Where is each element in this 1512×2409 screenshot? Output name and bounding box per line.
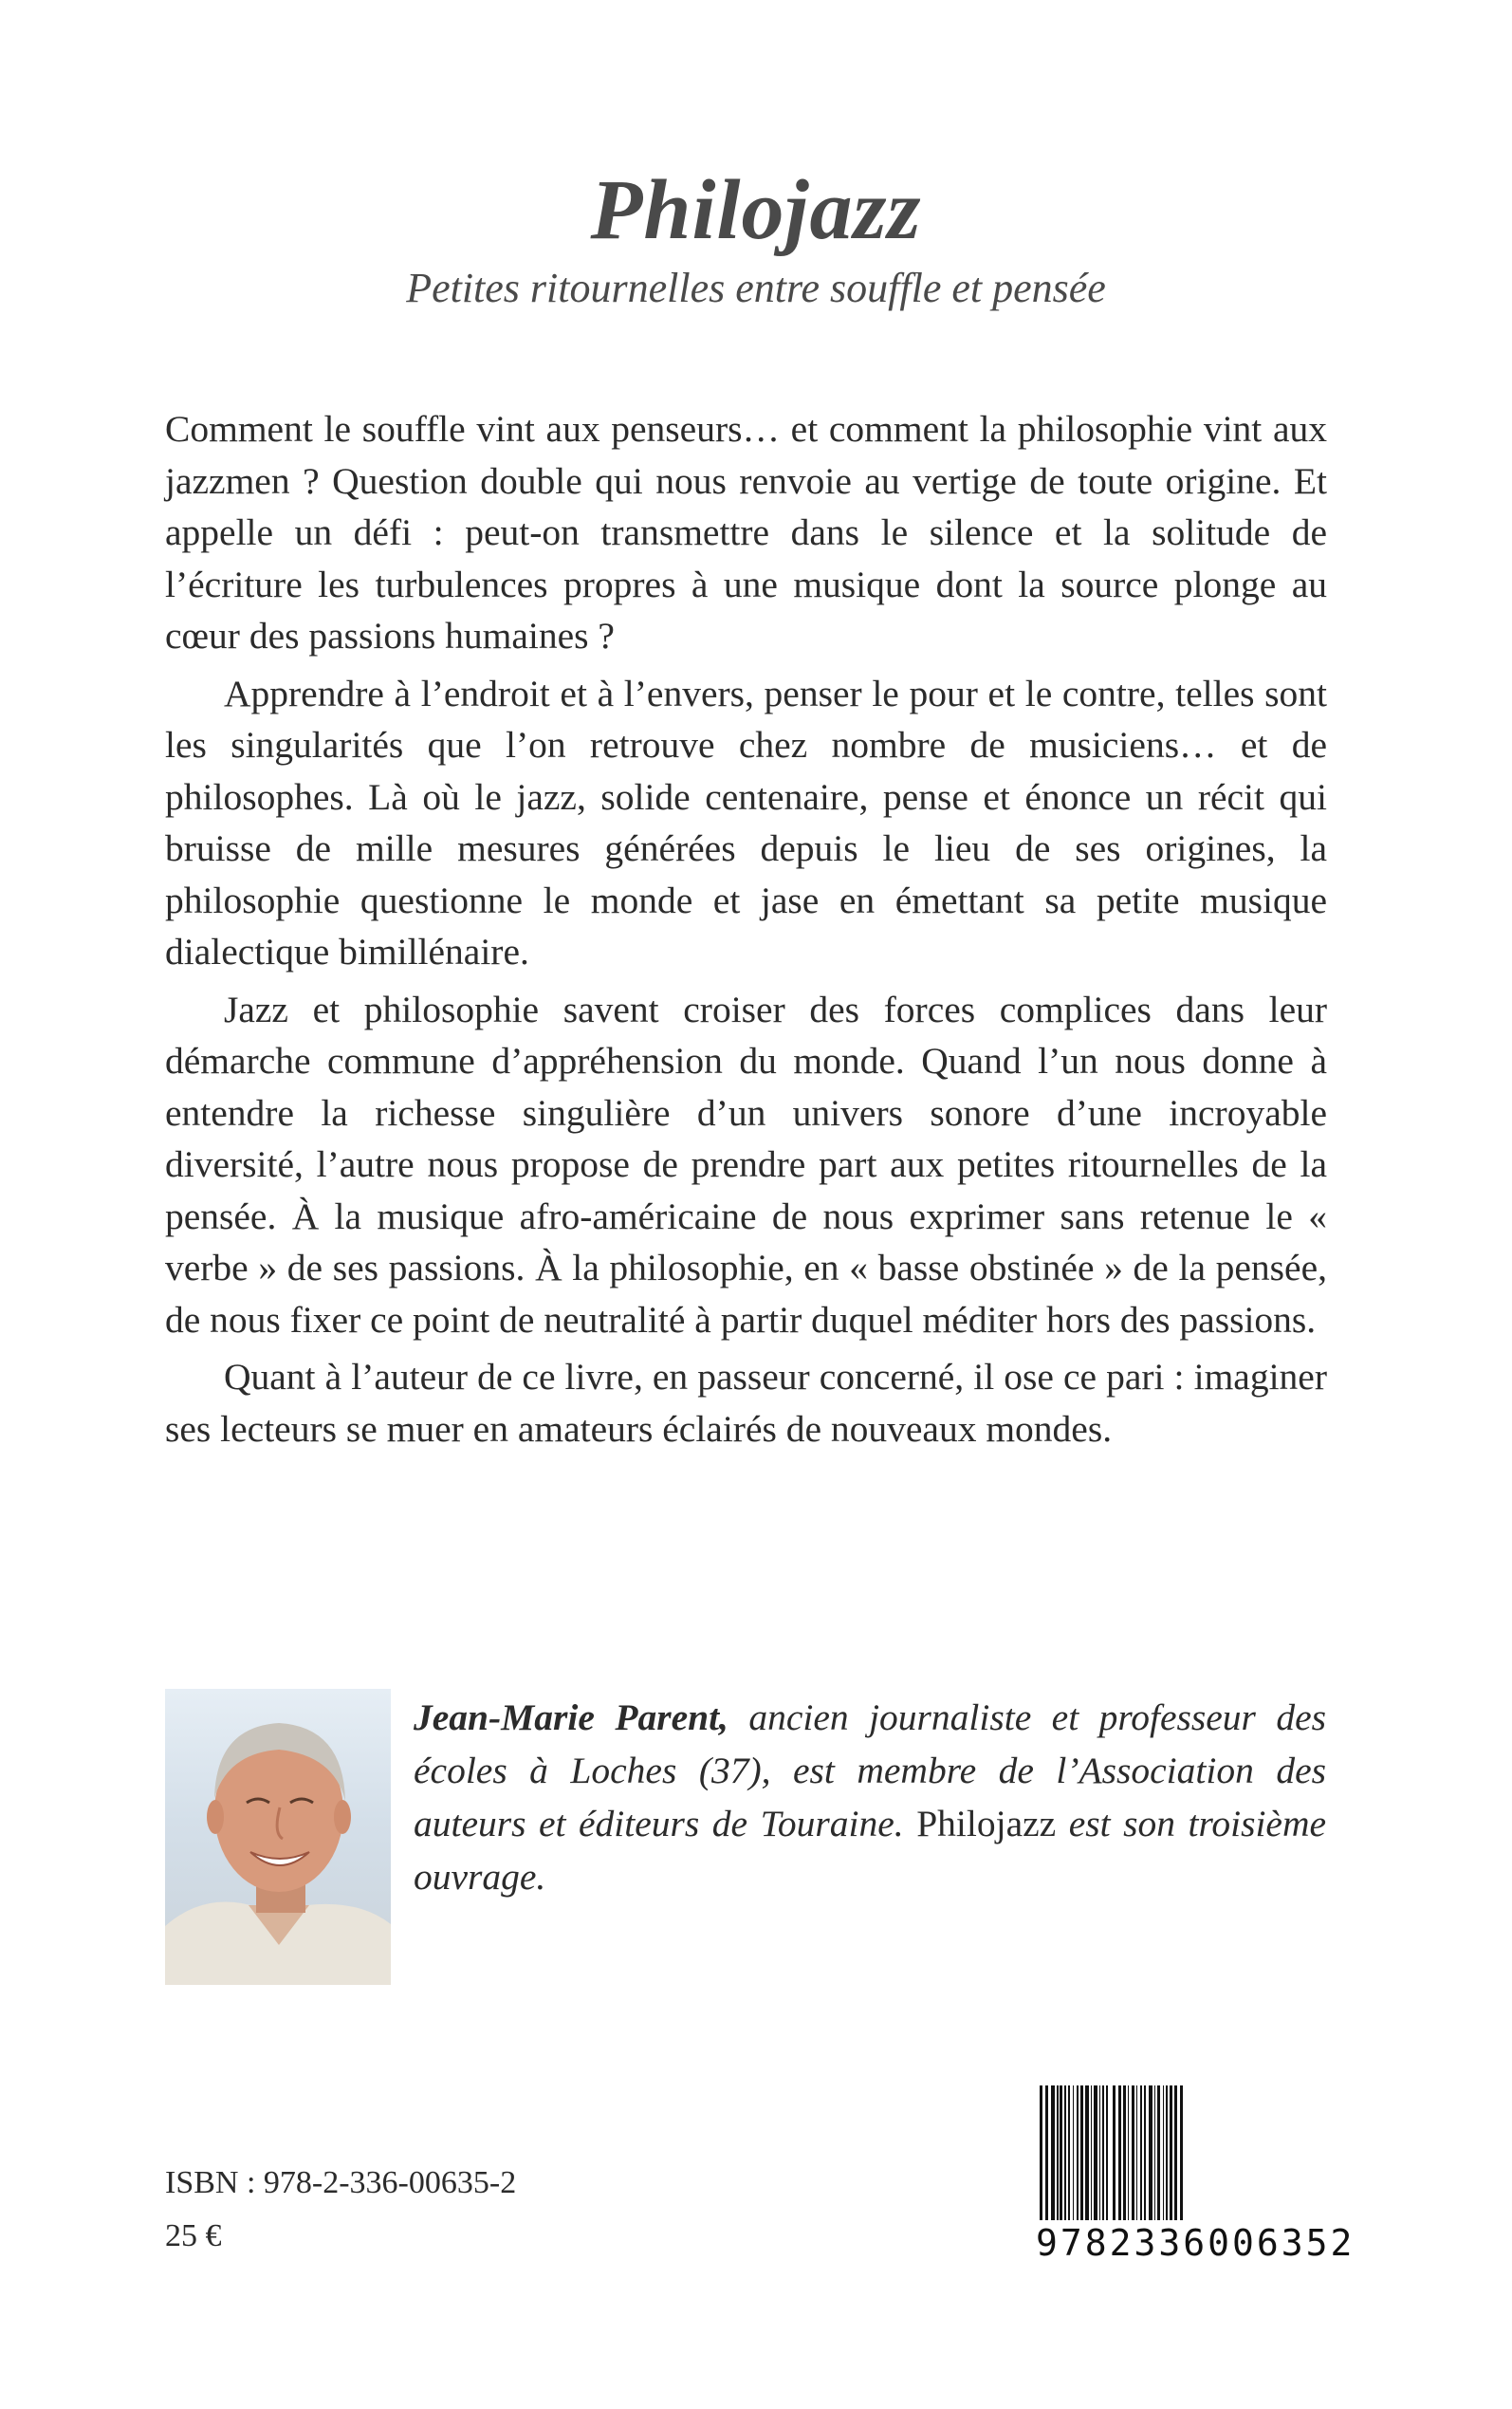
barcode-bar [1144, 2085, 1146, 2228]
barcode-bar [1136, 2085, 1137, 2228]
barcode-bar [1060, 2085, 1062, 2228]
blurb-paragraph-3: Jazz et philosophie savent croiser des forces complices dans leur démarche commune d’appréhension du monde. Quand l’un nous donne à entendre la richesse singulière d’un univers sonore d’une incroyable diversité, l’autre nous propose de prendre part aux petites ritournelles de la pensée. À la musique afro-américaine de nous exprimer sans retenue le « verbe » de ses passions. À la philosophie, en « basse obstinée » de la pensée, de nous fixer ce point de neutralité à partir duquel méditer hors des passions. [165, 988, 1327, 1341]
barcode-bar [1174, 2085, 1177, 2237]
author-photo [165, 1689, 391, 1985]
barcode-bar [1149, 2085, 1152, 2228]
barcode-bar [1051, 2085, 1055, 2228]
barcode-bar [1073, 2085, 1074, 2228]
barcode-bar [1118, 2085, 1121, 2237]
price-label: 25 € [165, 2218, 222, 2253]
barcode-bar [1080, 2085, 1083, 2228]
barcode-bar [1113, 2085, 1116, 2237]
barcode-bar [1157, 2085, 1160, 2228]
barcode-bar [1068, 2085, 1070, 2228]
barcode-bar [1154, 2085, 1155, 2228]
barcode-bar [1140, 2085, 1142, 2228]
barcode-bar [1085, 2085, 1089, 2228]
barcode-bar [1132, 2085, 1134, 2228]
barcode-bar [1057, 2085, 1059, 2228]
book-title: Philojazz [590, 163, 922, 257]
barcode-bar [1040, 2085, 1042, 2237]
barcode-bar [1123, 2085, 1126, 2228]
barcode-bar [1094, 2085, 1097, 2228]
barcode-bar [1091, 2085, 1092, 2228]
book-subtitle: Petites ritournelles entre souffle et pensée [406, 265, 1106, 311]
barcode-bar [1166, 2085, 1168, 2228]
author-bio-text-end: est son troisième ouvrage. [414, 1803, 1327, 1898]
barcode-bar [1064, 2085, 1066, 2228]
barcode-bar [1106, 2085, 1108, 2228]
author-name: Jean-Marie Parent, [414, 1696, 728, 1738]
barcode-bar [1128, 2085, 1129, 2228]
back-cover-blurb [165, 403, 1327, 1460]
barcode-bar [1102, 2085, 1104, 2228]
isbn-label: ISBN : 978-2-336-00635-2 [165, 2165, 517, 2200]
barcode-bar [1170, 2085, 1172, 2228]
barcode-bar [1045, 2085, 1048, 2237]
blurb-paragraph-4: Quant à l’auteur de ce livre, en passeur concerné, il ose ce pari : imaginer ses lecteurs se muer en amateurs éclairés de nouveaux mondes. [165, 1356, 1327, 1450]
author-bio-text: ancien journaliste et professeur des écoles à Loches (37), est membre de l’Association des auteurs et éditeurs de Touraine. [414, 1696, 1327, 1844]
blurb-paragraph-2: Apprendre à l’endroit et à l’envers, penser le pour et le contre, telles sont les singularités que l’on retrouve chez nombre de musiciens… et de philosophes. Là où le jazz, solide centenaire, pense et énonce un récit qui bruisse de mille mesures générées depuis le lieu de ses origines, la philosophie questionne le monde et jase en émettant sa petite musique dialectique bimillénaire. [165, 672, 1327, 973]
author-book-title: Philojazz [916, 1803, 1057, 1844]
barcode-digits: 9782336006352 [1036, 2222, 1355, 2264]
barcode-bar [1077, 2085, 1079, 2228]
barcode-bar [1180, 2085, 1183, 2237]
blurb-paragraph-1: Comment le souffle vint aux penseurs… et comment la philosophie vint aux jazzmen ? Question double qui nous renvoie au vertige de toute origine. Et appelle un défi : peut-on transmettre dans le silence et la solitude de l’écriture les turbulences propres à une musique dont la source plonge au cœur des passions humaines ? [165, 408, 1327, 657]
author-bio [414, 1691, 1326, 1903]
barcode-bar [1163, 2085, 1164, 2228]
barcode-bar [1099, 2085, 1100, 2228]
